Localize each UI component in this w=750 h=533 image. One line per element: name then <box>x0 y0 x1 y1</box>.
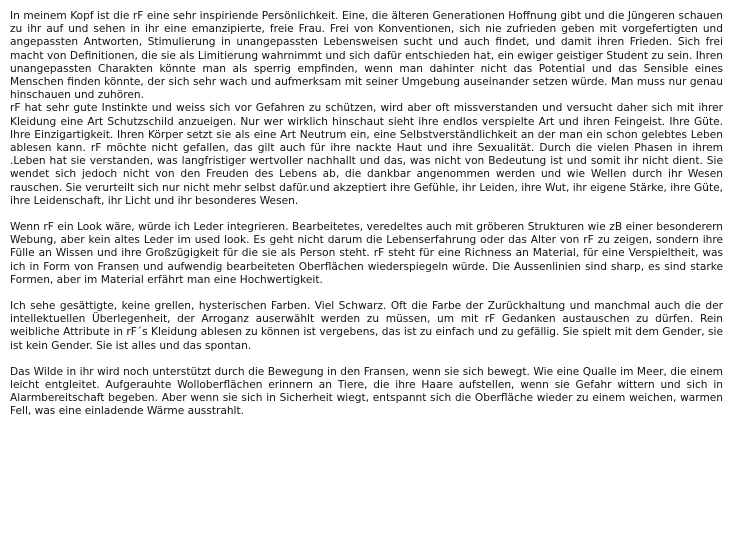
document-body <box>10 10 723 419</box>
paragraph-5: Das Wilde in ihr wird noch unterstützt durch die Bewegung in den Fransen, wenn sie sich bewegt. Wie eine Qualle im Meer, die einem leicht entgleitet. Aufgerauhte Wolloberflächen erinnern an Tiere, die ihre Haare aufstellen, wenn sie Gefahr wittern und sich in Alarmbereitschaft begeben. Aber wenn sie sich in Sicherheit wiegt, entspannt sich die Oberfläche wieder zu einem weichen, warmen Fell, was eine einladende Wärme ausstrahlt. <box>10 365 723 418</box>
paragraph-4: Ich sehe gesättigte, keine grellen, hysterischen Farben. Viel Schwarz. Oft die Farbe der Zurückhaltung und manchmal auch die der intellektuellen Überlegenheit, der Arroganz auserwählt werden zu müssen, um mit rF Gedanken austauschen zu dürfen. Rein weibliche Attribute in rF´s Kleidung ablesen zu können ist vergebens, das ist zu einfach und zu gefällig. Sie spielt mit dem Gender, sie ist kein Gender. Sie ist alles und das spontan. <box>10 300 723 352</box>
paragraph-2: rF hat sehr gute Instinkte und weiss sich vor Gefahren zu schützen, wird aber oft missverstanden und versucht daher sich mit ihrer Kleidung eine Art Schutzschild anzueigen. Nur wer wirklich hinschaut sieht ihre endlos verspielte Art und ihren Feingeist. Ihre Güte. Ihre Einzigartigkeit. Ihren Körper setzt sie als eine Art Neutrum ein, eine Selbstverständlichkeit an der man ein schon gelebtes Leben ablesen kann. rF möchte nicht gefallen, das gilt auch für ihre nackte Haut und ihre Sexualität. Durch die vielen Phasen in ihrem .Leben hat sie verstanden, was langfristiger wertvoller nachhallt und das, was nicht von Bedeutung ist und somit ihr nicht dient. Sie wendet sich jedoch nicht von den Freuden des Lebens ab, die dankbar angenommen werden und wie Wellen durch ihr Wesen rauschen. Sie verurteilt sich nur nicht mehr selbst dafür.und akzeptiert ihre Gefühle, ihr Leiden, ihre Wut, ihr eigene Stärke, ihre Güte, ihre Leidenschaft, ihr Licht und ihr besonderes Wesen. <box>10 102 723 207</box>
paragraph-3: Wenn rF ein Look wäre, würde ich Leder integrieren. Bearbeitetes, veredeltes auch mit gröberen Strukturen wie zB einer besonderern Webung, aber kein altes Leder im used look. Es geht nicht darum die Lebenserfahrung oder das Alter von rF zu zeigen, sondern ihre Fülle an Wissen und ihre Großzügigkeit für die sie als Person steht. rF steht für eine Richness an Material, für eine Verspieltheit, was ich in Form von Fransen und aufwendig bearbeiteten Oberflächen wiederspiegeln würde. Die Aussenlinien sind sharp, es sind starke Formen, aber im Material erfährt man eine Hochwertigkeit. <box>10 221 723 286</box>
paragraph-1: In meinem Kopf ist die rF eine sehr inspiriende Persönlichkeit. Eine, die älteren Generationen Hoffnung gibt und die Jüngeren schauen zu ihr auf und sehen in ihr eine emanzipierte, freie Frau. Frei von Konventionen, sich nie zufrieden geben mit vorgefertigten und angepassten Antworten, Stimulierung in unangepassten Lebensweisen sucht und auch findet, und damit ihren Frieden. Sich frei macht von Definitionen, die sie als Limitierung wahrnimmt und sich dafür entschieden hat, ein ewiger geistiger Student zu sein. Ihren unangepassten Charakten könnte man als sperrig empfinden, wenn man dahinter nicht das Potential und das Sensible eines Menschen finden könnte, der sich sehr wach und aufmerksam mit seiner Umgebung auseinander setzen würde. Man muss nur genau hinschauen und zuhören. <box>10 10 723 102</box>
